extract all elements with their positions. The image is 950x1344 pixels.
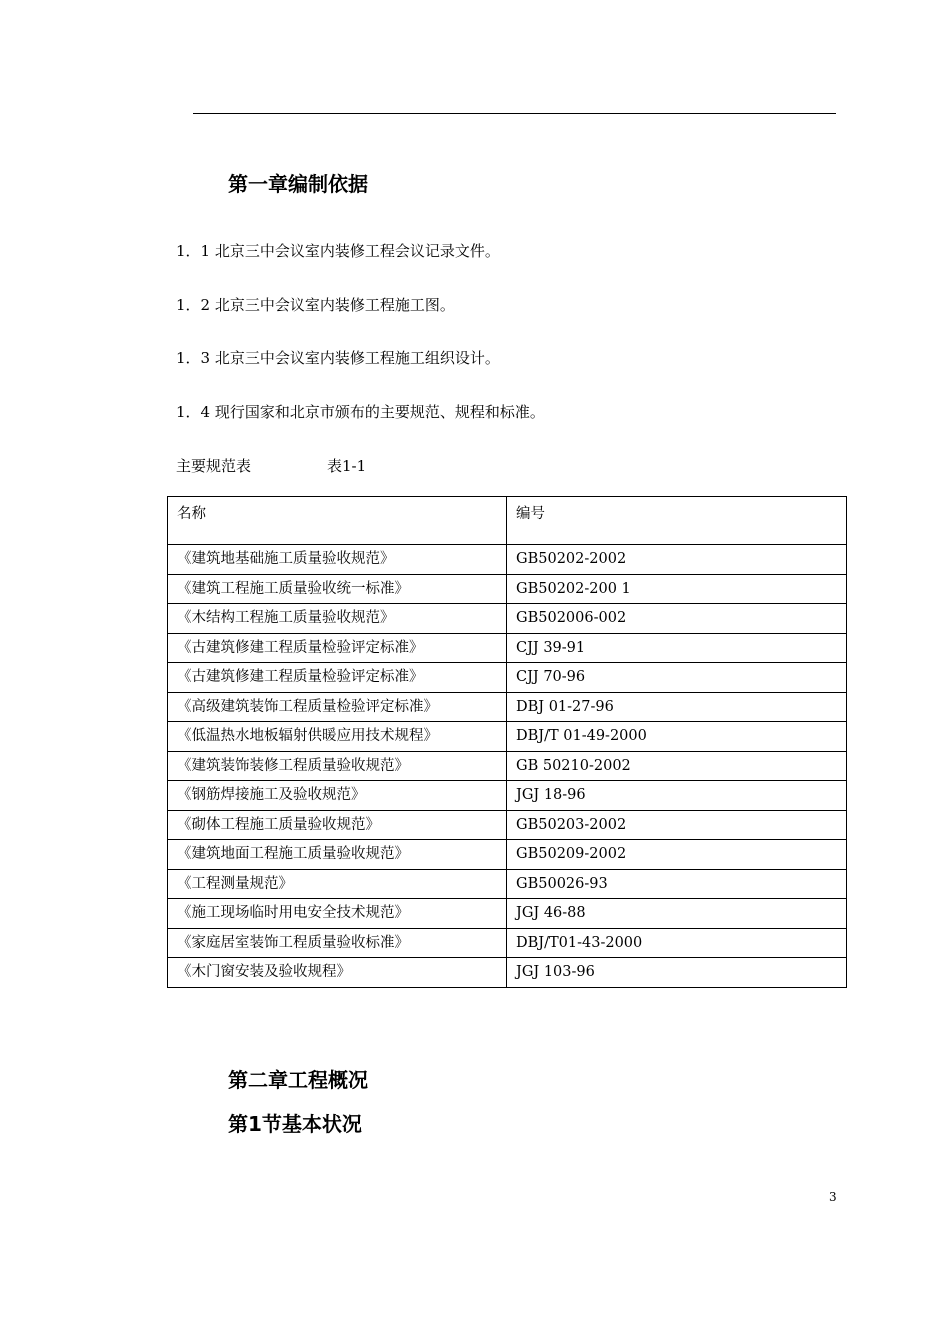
table-row xyxy=(168,574,847,604)
table-row xyxy=(168,781,847,811)
table-row xyxy=(168,899,847,929)
standard-code-cell: GB50026-93 xyxy=(507,869,847,899)
standard-name-cell: 《木门窗安装及验收规程》 xyxy=(168,958,507,988)
table-row xyxy=(168,692,847,722)
column-header-name: 名称 xyxy=(168,497,507,545)
standard-name-cell: 《建筑地基础施工质量验收规范》 xyxy=(168,545,507,575)
standard-code-cell: GB50202-200 1 xyxy=(507,574,847,604)
table-caption-number: 表1-1 xyxy=(327,457,367,475)
table-row xyxy=(168,663,847,693)
standard-code-cell: JGJ 18-96 xyxy=(507,781,847,811)
table-header-row xyxy=(168,497,847,545)
section-1-title: 第1节基本状况 xyxy=(228,1112,362,1136)
standard-code-cell: JGJ 103-96 xyxy=(507,958,847,988)
standard-code-cell: GB50209-2002 xyxy=(507,840,847,870)
chapter-1-title: 第一章编制依据 xyxy=(228,172,368,196)
standard-code-cell: GB50202-2002 xyxy=(507,545,847,575)
chapter-2-title: 第二章工程概况 xyxy=(228,1068,368,1092)
page-number: 3 xyxy=(829,1190,837,1204)
table-caption xyxy=(176,456,367,476)
header-rule xyxy=(193,113,836,114)
table-row xyxy=(168,869,847,899)
standard-name-cell: 《建筑装饰装修工程质量验收规范》 xyxy=(168,751,507,781)
standard-code-cell: GB 50210-2002 xyxy=(507,751,847,781)
standard-code-cell: GB502006-002 xyxy=(507,604,847,634)
standard-name-cell: 《砌体工程施工质量验收规范》 xyxy=(168,810,507,840)
standard-name-cell: 《低温热水地板辐射供暖应用技术规程》 xyxy=(168,722,507,752)
table-row xyxy=(168,810,847,840)
column-header-code: 编号 xyxy=(507,497,847,545)
table-caption-title: 主要规范表 xyxy=(176,457,252,475)
standards-table xyxy=(167,496,847,988)
table-row xyxy=(168,604,847,634)
standard-name-cell: 《古建筑修建工程质量检验评定标准》 xyxy=(168,633,507,663)
standard-name-cell: 《建筑工程施工质量验收统一标准》 xyxy=(168,574,507,604)
basis-item-3: 1．3 北京三中会议室内装修工程施工组织设计。 xyxy=(176,349,500,367)
table-row xyxy=(168,633,847,663)
standard-name-cell: 《建筑地面工程施工质量验收规范》 xyxy=(168,840,507,870)
table-row xyxy=(168,928,847,958)
standard-name-cell: 《高级建筑装饰工程质量检验评定标准》 xyxy=(168,692,507,722)
basis-item-1: 1．1 北京三中会议室内装修工程会议记录文件。 xyxy=(176,242,500,260)
table-row xyxy=(168,958,847,988)
standard-code-cell: JGJ 46-88 xyxy=(507,899,847,929)
standard-name-cell: 《古建筑修建工程质量检验评定标准》 xyxy=(168,663,507,693)
standard-code-cell: GB50203-2002 xyxy=(507,810,847,840)
standard-code-cell: CJJ 70-96 xyxy=(507,663,847,693)
standard-code-cell: DBJ/T01-43-2000 xyxy=(507,928,847,958)
standard-name-cell: 《钢筋焊接施工及验收规范》 xyxy=(168,781,507,811)
standard-name-cell: 《家庭居室装饰工程质量验收标准》 xyxy=(168,928,507,958)
table-row xyxy=(168,545,847,575)
basis-item-4: 1．4 现行国家和北京市颁布的主要规范、规程和标准。 xyxy=(176,403,545,421)
basis-item-2: 1．2 北京三中会议室内装修工程施工图。 xyxy=(176,296,455,314)
table-row xyxy=(168,751,847,781)
table-row xyxy=(168,840,847,870)
standard-code-cell: DBJ 01-27-96 xyxy=(507,692,847,722)
standard-code-cell: DBJ/T 01-49-2000 xyxy=(507,722,847,752)
standard-name-cell: 《施工现场临时用电安全技术规范》 xyxy=(168,899,507,929)
table-row xyxy=(168,722,847,752)
standard-code-cell: CJJ 39-91 xyxy=(507,633,847,663)
standard-name-cell: 《木结构工程施工质量验收规范》 xyxy=(168,604,507,634)
standard-name-cell: 《工程测量规范》 xyxy=(168,869,507,899)
